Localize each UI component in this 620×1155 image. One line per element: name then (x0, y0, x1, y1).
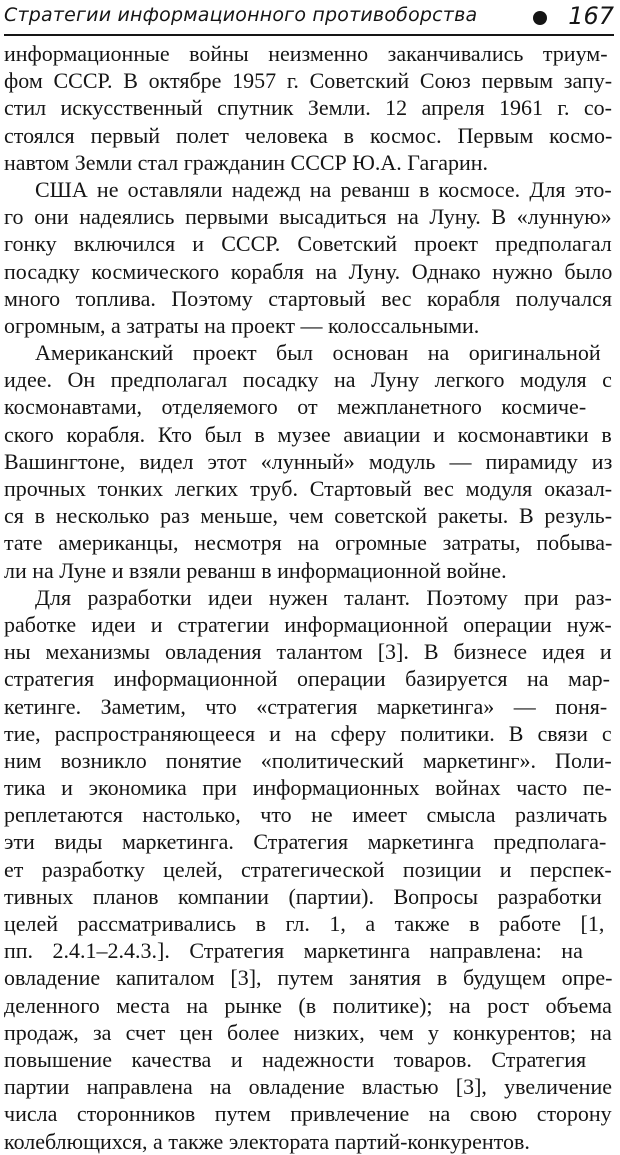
text-line: идее. Он предполагал посадку на Луну легкого модуля с (4, 367, 612, 393)
text-line: ним возникло понятие «политический маркетинг». Поли- (4, 747, 612, 773)
text-line: продаж, за счет цен более низких, чем у конкурентов; на (4, 1019, 612, 1045)
text-line: числа сторонников путем привлечение на свою сторону (4, 1101, 612, 1127)
text-line: повышение качества и надежности товаров. Стратегия (4, 1046, 587, 1072)
text-line: тивных планов компании (партии). Вопросы разработки (4, 883, 602, 909)
text-line: деленного места на рынке (в политике); на рост объема (4, 992, 612, 1018)
text-line: эти виды маркетинга. Стратегия маркетинга предполага- (4, 829, 607, 855)
text-line: тие, распространяющееся и на сферу политики. В связи с (4, 720, 612, 746)
text-line: гонку включился и СССР. Советский проект предполагал (4, 231, 612, 257)
text-line: много топлива. Поэтому стартовый вес корабля получался (4, 285, 612, 311)
text-line: стил искусственный спутник Земли. 12 апреля 1961 г. со- (4, 95, 612, 121)
text-line: ны механизмы овладения талантом [3]. В бизнесе идея и (4, 639, 612, 665)
text-line: кетинге. Заметим, что «стратегия маркетинга» — поня- (4, 693, 608, 719)
page-number: 167 (568, 2, 614, 30)
running-title: Стратегии информационного противоборства (4, 4, 478, 26)
text-line: навтом Земли стал гражданин СССР Ю.А. Гагарин. (4, 149, 489, 175)
text-line: космонавтами, отделяемого от межпланетного космиче- (4, 394, 587, 420)
text-line: партии направлена на овладение властью [3], увеличение (4, 1074, 612, 1100)
page-header (4, 2, 614, 36)
text-line: ли на Луне и взяли реванш в информационной войне. (4, 557, 507, 583)
bullet-icon (533, 11, 547, 25)
text-line: огромным, а затраты на проект — колоссальными. (4, 312, 480, 338)
text-line: стратегия информационной операции базируется на мар- (4, 666, 610, 692)
text-line: овладение капиталом [3], путем занятия в будущем опре- (4, 965, 613, 991)
text-line: Для разработки идеи нужен талант. Поэтому при раз- (35, 584, 612, 610)
text-line: го они надеялись первыми высадиться на Луну. В «лунную» (4, 204, 612, 230)
text-line: ет разработку целей, стратегической позиции и перспек- (4, 856, 612, 882)
text-line: колеблющихся, а также электората партий-конкурентов. (4, 1128, 530, 1154)
text-line: тате американцы, несмотря на огромные затраты, побыва- (4, 530, 613, 556)
text-line: посадку космического корабля на Луну. Однако нужно было (4, 258, 613, 284)
text-line: реплетаются настолько, что не имеет смысла различать (4, 802, 608, 828)
text-line: Вашингтоне, видел этот «лунный» модуль — пирамиду из (4, 448, 613, 474)
text-line: ся в несколько раз меньше, чем советской ракеты. В резуль- (4, 503, 613, 529)
text-line: ского корабля. Кто был в музее авиации и космонавтики в (4, 421, 612, 447)
text-line: информационные войны неизменно заканчивались триум- (4, 41, 608, 66)
text-line: Американский проект был основан на оригинальной (35, 340, 601, 366)
text-line: прочных тонких легких труб. Стартовый вес модуля оказал- (4, 476, 613, 501)
text-line: работке идеи и стратегии информационной операции нуж- (4, 611, 612, 637)
text-line: тика и экономика при информационных войнах часто пе- (4, 775, 612, 801)
text-line: пп. 2.4.1–2.4.3.]. Стратегия маркетинга направлена: на (4, 938, 583, 964)
body-text (4, 40, 614, 1155)
text-line: фом СССР. В октябре 1957 г. Советский Союз первым запу- (4, 68, 613, 94)
text-line: США не оставляли надежд на реванш в космосе. Для это- (35, 176, 612, 202)
text-line: целей рассматривались в гл. 1, а также в работе [1, (4, 911, 605, 936)
text-line: стоялся первый полет человека в космос. Первым космо- (4, 122, 613, 148)
